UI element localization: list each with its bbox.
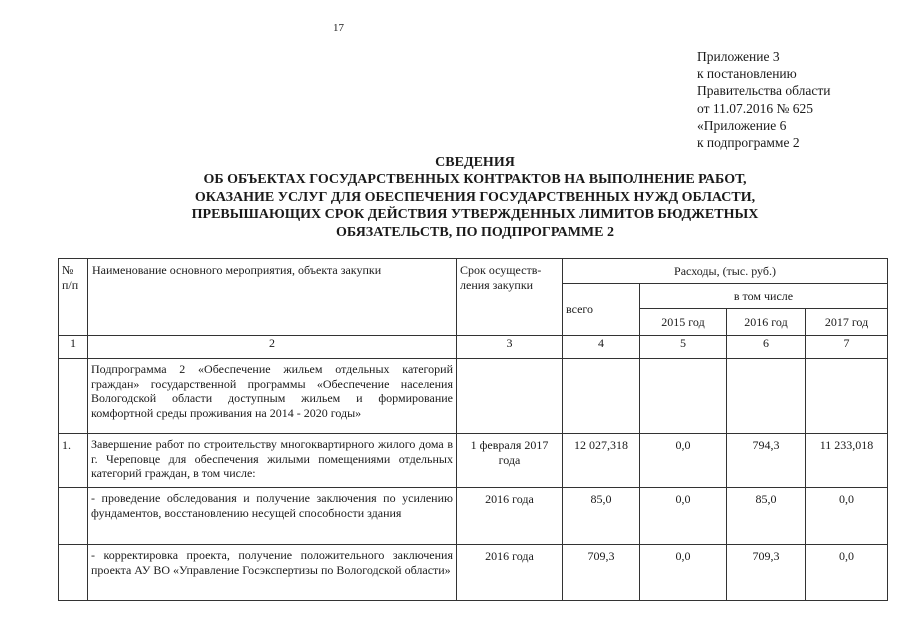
row-num	[59, 488, 88, 545]
header-2015: 2015 год	[640, 309, 727, 336]
header-term: Срок осуществ-ления закупки	[457, 259, 563, 336]
row-total: 709,3	[563, 545, 640, 601]
row-2017: 11 233,018	[806, 434, 888, 488]
column-index: 5	[640, 336, 727, 359]
column-index: 6	[727, 336, 806, 359]
header-2017: 2017 год	[806, 309, 888, 336]
row-name: - корректировка проекта, получение положительного заключения проекта АУ ВО «Управление Госэкспертизы по Вологодской области»	[88, 545, 457, 601]
row-num: 1.	[59, 434, 88, 488]
row-name: Подпрограмма 2 «Обеспечение жильем отдельных категорий граждан» государственной программы «Обеспечение населения Вологодской области доступным жильем и формирование комфортной среды проживания на 2014 - 2020 годы»	[88, 359, 457, 434]
row-2016: 85,0	[727, 488, 806, 545]
row-term: 1 февраля 2017 года	[457, 434, 563, 488]
row-2016	[727, 359, 806, 434]
table-row	[59, 488, 888, 545]
row-name: Завершение работ по строительству многоквартирного жилого дома в г. Череповце для обеспечения жилыми помещениями отдельных категорий граждан, в том числе:	[88, 434, 457, 488]
row-num	[59, 545, 88, 601]
row-total: 12 027,318	[563, 434, 640, 488]
appendix-line: к постановлению	[697, 66, 797, 82]
row-total: 85,0	[563, 488, 640, 545]
row-2015: 0,0	[640, 488, 727, 545]
header-2016: 2016 год	[727, 309, 806, 336]
table-row	[59, 434, 888, 488]
header-including: в том числе	[640, 284, 888, 309]
title-line: ОБЯЗАТЕЛЬСТВ, ПО ПОДПРОГРАММЕ 2	[336, 224, 614, 240]
document-title	[60, 154, 890, 241]
column-index: 7	[806, 336, 888, 359]
row-term: 2016 года	[457, 488, 563, 545]
row-total	[563, 359, 640, 434]
header-expenses: Расходы, (тыс. руб.)	[563, 259, 888, 284]
header-num: № п/п	[59, 259, 88, 336]
column-index: 4	[563, 336, 640, 359]
row-num	[59, 359, 88, 434]
row-term: 2016 года	[457, 545, 563, 601]
row-name: - проведение обследования и получение заключения по усилению фундаментов, восстановлению несущей способности здания	[88, 488, 457, 545]
appendix-line: к подпрограмме 2	[697, 135, 800, 151]
page-number: 17	[333, 22, 344, 34]
row-term	[457, 359, 563, 434]
table-row	[59, 359, 888, 434]
appendix-line: Правительства области	[697, 83, 831, 99]
title-line: ОКАЗАНИЕ УСЛУГ ДЛЯ ОБЕСПЕЧЕНИЯ ГОСУДАРСТВЕННЫХ НУЖД ОБЛАСТИ,	[194, 189, 756, 205]
appendix-line: Приложение 3	[697, 49, 780, 64]
appendix-line: от 11.07.2016 № 625	[697, 100, 813, 116]
row-2016: 709,3	[727, 545, 806, 601]
row-2017	[806, 359, 888, 434]
row-2016: 794,3	[727, 434, 806, 488]
appendix-line: «Приложение 6	[697, 117, 787, 133]
column-index: 3	[457, 336, 563, 359]
title-line: ОБ ОБЪЕКТАХ ГОСУДАРСТВЕННЫХ КОНТРАКТОВ НА ВЫПОЛНЕНИЕ РАБОТ,	[203, 172, 747, 188]
row-2017: 0,0	[806, 545, 888, 601]
column-index-row	[59, 336, 888, 359]
row-2015: 0,0	[640, 545, 727, 601]
contracts-table	[58, 258, 888, 601]
header-name: Наименование основного мероприятия, объекта закупки	[88, 259, 457, 336]
row-2017: 0,0	[806, 488, 888, 545]
appendix-note	[697, 48, 830, 151]
column-index: 2	[88, 336, 457, 359]
row-2015	[640, 359, 727, 434]
row-2015: 0,0	[640, 434, 727, 488]
header-total: всего	[563, 284, 640, 336]
title-line: ПРЕВЫШАЮЩИХ СРОК ДЕЙСТВИЯ УТВЕРЖДЕННЫХ ЛИМИТОВ БЮДЖЕТНЫХ	[191, 207, 759, 223]
column-index: 1	[59, 336, 88, 359]
title-line: СВЕДЕНИЯ	[435, 155, 515, 170]
table-row	[59, 545, 888, 601]
